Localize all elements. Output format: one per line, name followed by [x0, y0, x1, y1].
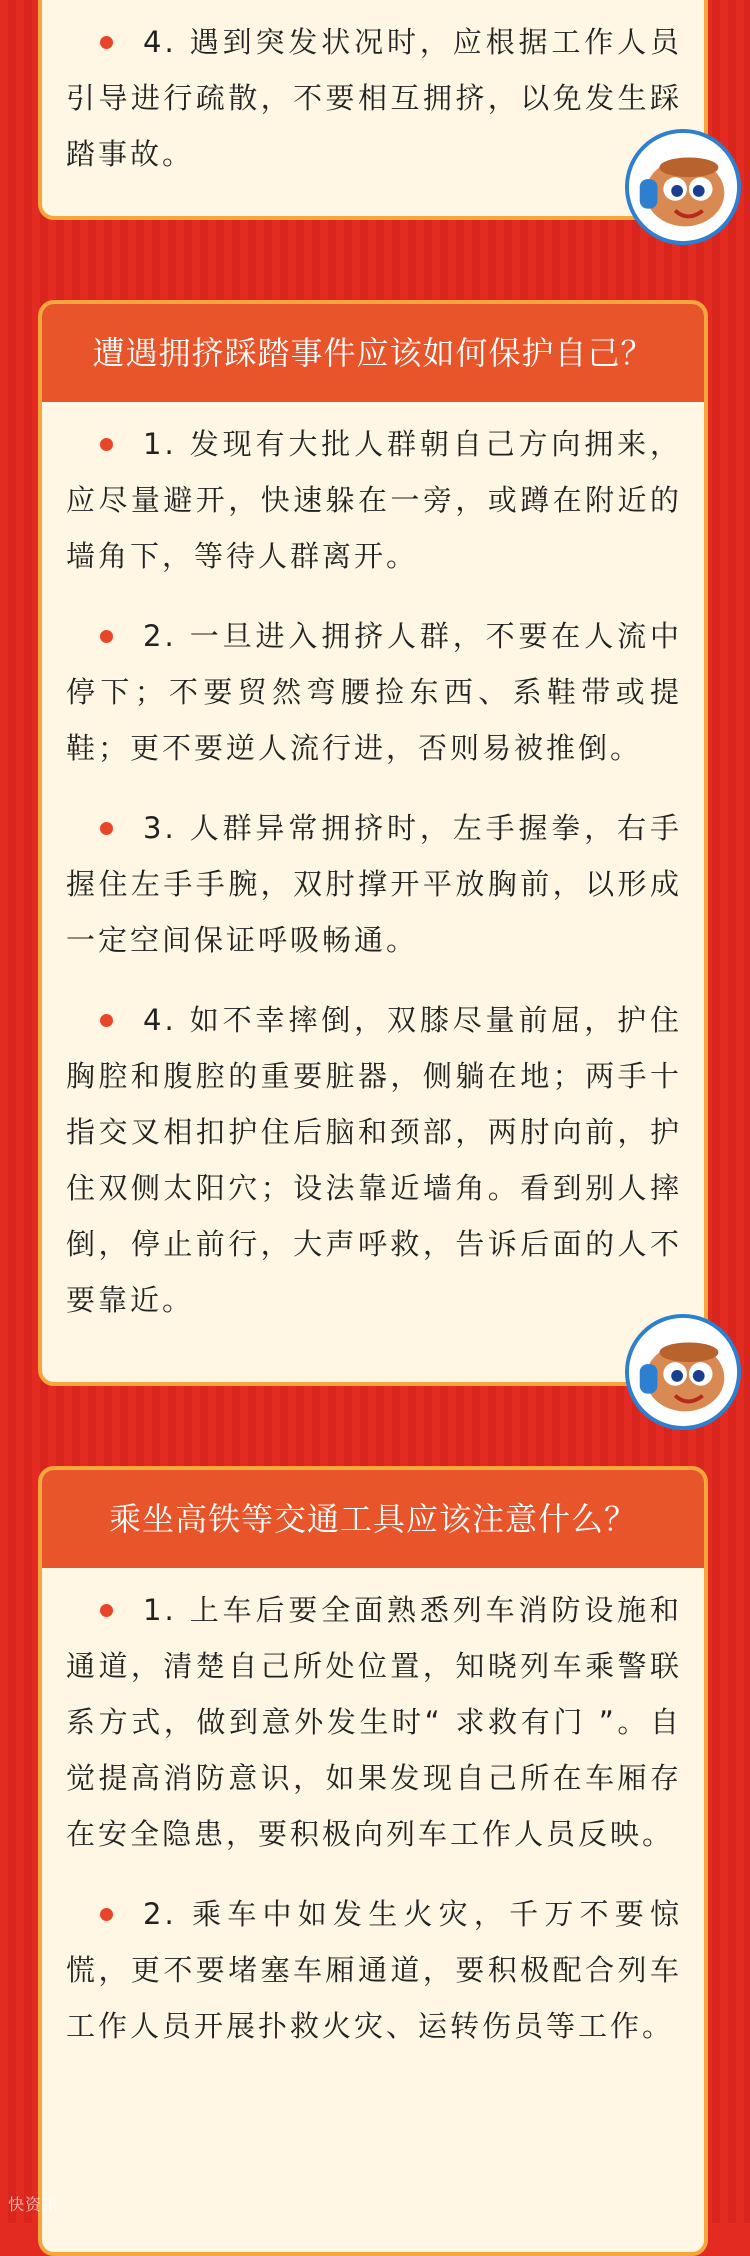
tip-item: 4. 遇到突发状况时，应根据工作人员引导进行疏散，不要相互拥挤，以免发生踩踏事故。	[66, 25, 682, 171]
mascot-icon	[624, 1313, 742, 1431]
tip-item: 4. 如不幸摔倒，双膝尽量前屈，护住胸腔和腹腔的重要脏器，侧躺在地；两手十指交叉相扣护住后脑和颈部，两肘向前，护住双侧太阳穴；设法靠近墙角。看到别人摔倒，停止前行，大声呼救，告诉后面的人不要靠近。	[66, 1003, 682, 1317]
tip-item: 2. 乘车中如发生火灾，千万不要惊慌，更不要堵塞车厢通道，要积极配合列车工作人员开展扑救火灾、运转伤员等工作。	[66, 1897, 682, 2043]
mascot-icon	[624, 128, 742, 246]
bullet-dot-icon	[100, 1014, 113, 1027]
card-title: 乘坐高铁等交通工具应该注意什么？	[42, 1470, 704, 1568]
card-title: 遭遇拥挤踩踏事件应该如何保护自己？	[42, 304, 704, 402]
bullet-dot-icon	[100, 822, 113, 835]
tip-item: 1. 发现有大批人群朝自己方向拥来，应尽量避开，快速躲在一旁，或蹲在附近的墙角下，等待人群离开。	[66, 427, 682, 573]
tip-item: 1. 上车后要全面熟悉列车消防设施和通道，清楚自己所处位置，知晓列车乘警联系方式，做到意外发生时“ 求救有门 ”。自觉提高消防意识，如果发现自己所在车厢存在安全隐患，要积极向列车工作人员反映。	[66, 1593, 682, 1851]
tip-card-high-speed-rail	[38, 1466, 708, 2256]
bullet-dot-icon	[100, 1908, 113, 1921]
watermark: 快资讯	[8, 2195, 60, 2214]
tip-item: 3. 人群异常拥挤时，左手握拳，右手握住左手手腕，双肘撑开平放胸前，以形成一定空间保证呼吸畅通。	[66, 811, 682, 957]
bullet-dot-icon	[100, 438, 113, 451]
bullet-dot-icon	[100, 630, 113, 643]
tip-item: 2. 一旦进入拥挤人群，不要在人流中停下；不要贸然弯腰捡东西、系鞋带或提鞋；更不要逆人流行进，否则易被推倒。	[66, 619, 682, 765]
bullet-dot-icon	[100, 36, 113, 49]
bullet-dot-icon	[100, 1604, 113, 1617]
tip-card-evacuation	[38, 0, 708, 220]
tip-card-crowd-stampede	[38, 300, 708, 1386]
